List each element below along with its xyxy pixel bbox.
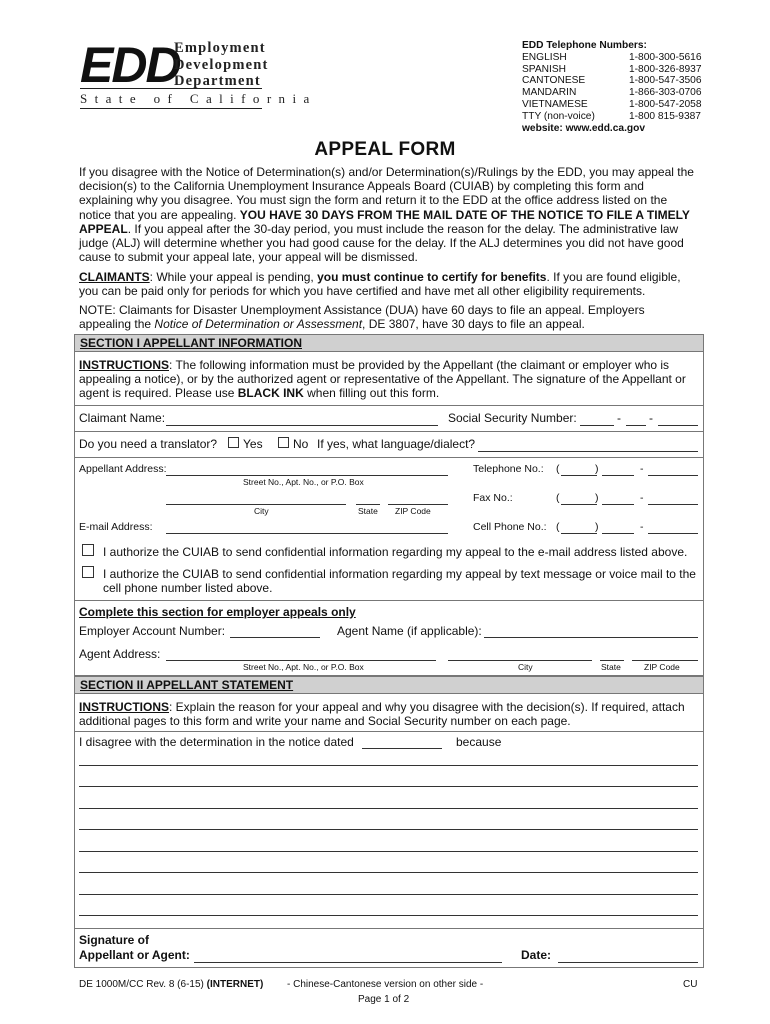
telephone-paren: ) xyxy=(595,463,599,475)
claimant-name-label: Claimant Name: xyxy=(79,411,166,425)
auth-email-checkbox[interactable] xyxy=(82,544,94,556)
page-number: Page 1 of 2 xyxy=(358,994,410,1005)
statement-line[interactable] xyxy=(79,894,698,895)
section-1-title: SECTION I APPELLANT INFORMATION xyxy=(74,334,704,352)
fax-area-input[interactable] xyxy=(561,504,597,505)
agent-address-label: Agent Address: xyxy=(79,647,161,661)
language-question: If yes, what language/dialect? xyxy=(317,437,476,451)
phone-row: ENGLISH 1-800-300-5616 xyxy=(522,51,702,63)
claimant-name-input[interactable] xyxy=(166,425,438,426)
auth-text-label: I authorize the CUIAB to send confidential information regarding my appeal by text message or voice mail to the cell phone number listed above. xyxy=(103,567,696,596)
agent-name-label: Agent Name (if applicable): xyxy=(337,624,482,638)
translator-no-label: No xyxy=(293,437,309,451)
section-2-instructions: INSTRUCTIONS: Explain the reason for your appeal and why you disagree with the decision(s). If required, attach additional pages to this form and write your name and Social Security number on each page. xyxy=(79,700,685,729)
employer-account-label: Employer Account Number: xyxy=(79,624,226,638)
zip-input[interactable] xyxy=(388,504,448,505)
agent-city-hint: City xyxy=(518,662,533,672)
fax-dash: - xyxy=(640,492,644,504)
statement-line[interactable] xyxy=(79,829,698,830)
auth-email-label: I authorize the CUIAB to send confidential information regarding my appeal to the e-mail address listed above. xyxy=(103,545,688,559)
agent-street-hint: Street No., Apt. No., or P.O. Box xyxy=(243,662,364,672)
statement-line[interactable] xyxy=(79,872,698,873)
form-id: DE 1000M/CC Rev. 8 (6-15) (INTERNET) xyxy=(79,979,264,990)
telephone-dash: - xyxy=(640,463,644,475)
translator-no-checkbox[interactable] xyxy=(278,437,289,448)
note-paragraph: NOTE: Claimants for Disaster Unemployment Assistance (DUA) have 60 days to file an appeal. Employers appealing the Notice of Determination or Assessment, DE 3807, have 30 days to file an appeal. xyxy=(79,303,645,332)
divider xyxy=(74,731,704,732)
auth-text-checkbox[interactable] xyxy=(82,566,94,578)
date-label: Date: xyxy=(521,948,552,962)
email-label: E-mail Address: xyxy=(79,521,153,533)
cell-prefix-input[interactable] xyxy=(602,533,634,534)
telephone-paren: ( xyxy=(556,463,560,475)
cell-dash: - xyxy=(640,521,644,533)
logo-rule-bottom xyxy=(80,108,262,109)
phone-row: MANDARIN 1-866-303-0706 xyxy=(522,87,702,99)
telephone-prefix-input[interactable] xyxy=(602,475,634,476)
other-side-note: - Chinese-Cantonese version on other side - xyxy=(287,979,484,990)
claimants-paragraph: CLAIMANTS: While your appeal is pending, you must continue to certify for benefits. If you are found eligible, you can be paid only for periods for which you have certified and have met all other eligibility requirements. xyxy=(79,270,681,299)
agent-zip-input[interactable] xyxy=(632,660,698,661)
ssn-dash: - xyxy=(617,411,621,425)
employer-section-header: Complete this section for employer appeals only xyxy=(79,605,356,619)
statement-line[interactable] xyxy=(79,786,698,787)
telephone-label: Telephone No.: xyxy=(473,463,544,475)
date-input[interactable] xyxy=(558,962,698,963)
telephone-area-input[interactable] xyxy=(561,475,597,476)
fax-prefix-input[interactable] xyxy=(602,504,634,505)
cell-line-input[interactable] xyxy=(648,533,698,534)
street-hint: Street No., Apt. No., or P.O. Box xyxy=(243,477,364,487)
ssn-part-1-input[interactable] xyxy=(580,425,614,426)
ssn-part-2-input[interactable] xyxy=(626,425,646,426)
logo-line-3: Department xyxy=(174,73,261,89)
section-2-title: SECTION II APPELLANT STATEMENT xyxy=(74,676,704,694)
divider xyxy=(74,405,704,406)
agent-name-input[interactable] xyxy=(484,637,698,638)
cell-paren: ( xyxy=(556,521,560,533)
telephone-line-input[interactable] xyxy=(648,475,698,476)
cell-paren: ) xyxy=(595,521,599,533)
divider xyxy=(74,431,704,432)
signature-label-line-2: Appellant or Agent: xyxy=(79,948,190,962)
city-hint: City xyxy=(254,506,269,516)
statement-line[interactable] xyxy=(79,851,698,852)
section-1-instructions: INSTRUCTIONS: The following information must be provided by the Appellant (the claimant or employer who is appealing a notice), or by the authorized agent or representative of the Appellant. The signature of the Appellant or agent is required. Please use BLACK INK when filling out this form. xyxy=(79,358,686,401)
email-input[interactable] xyxy=(166,533,448,534)
agent-state-input[interactable] xyxy=(600,660,624,661)
logo-department-name xyxy=(174,40,269,90)
phone-numbers xyxy=(522,40,702,134)
translator-yes-label: Yes xyxy=(243,437,263,451)
intro-paragraph: If you disagree with the Notice of Determination(s) and/or Determination(s)/Rulings by the EDD, you may appeal the decision(s) to the California Unemployment Insurance Appeals Board (CUIAB) by completing this form and explaining why you disagree. You must sign the form and return it to the EDD at the office address listed on the notice that you are appealing. YOU HAVE 30 DAYS FROM THE MAIL DATE OF THE NOTICE TO FILE A TIMELY APPEAL. If you appeal after the 30-day period, you must include the reason for the delay. The administrative law judge (ALJ) will determine whether you had good cause for the delay. If the ALJ determines you did not have good cause to submit your appeal late, your appeal will be dismissed. xyxy=(79,165,694,265)
website: website: www.edd.ca.gov xyxy=(522,122,646,134)
divider xyxy=(74,928,704,929)
translator-yes-checkbox[interactable] xyxy=(228,437,239,448)
language-code: CU xyxy=(683,979,698,990)
street-input[interactable] xyxy=(166,475,448,476)
signature-input[interactable] xyxy=(194,962,502,963)
state-input[interactable] xyxy=(356,504,380,505)
fax-line-input[interactable] xyxy=(648,504,698,505)
ssn-part-3-input[interactable] xyxy=(658,425,698,426)
appellant-address-label: Appellant Address: xyxy=(79,463,167,475)
fax-paren: ( xyxy=(556,492,560,504)
state-hint: State xyxy=(358,506,378,516)
translator-question: Do you need a translator? xyxy=(79,437,218,451)
cell-label: Cell Phone No.: xyxy=(473,521,547,533)
agent-street-input[interactable] xyxy=(166,660,436,661)
ssn-label: Social Security Number: xyxy=(448,411,577,425)
fax-paren: ) xyxy=(595,492,599,504)
signature-label-line-1: Signature of xyxy=(79,933,150,947)
logo-rule-top xyxy=(80,88,262,89)
agent-state-hint: State xyxy=(601,662,621,672)
logo-state: State of California xyxy=(80,91,317,106)
notice-date-input[interactable] xyxy=(362,748,442,749)
agent-city-input[interactable] xyxy=(448,660,592,661)
ssn-dash: - xyxy=(649,411,653,425)
divider xyxy=(74,457,704,458)
logo-abbr: EDD xyxy=(80,37,180,93)
because-label: because xyxy=(456,735,502,749)
logo-line-1: Employment xyxy=(174,40,266,56)
city-input[interactable] xyxy=(166,504,346,505)
cell-area-input[interactable] xyxy=(561,533,597,534)
employer-account-input[interactable] xyxy=(230,637,320,638)
divider xyxy=(74,600,704,601)
phones-header: EDD Telephone Numbers: xyxy=(522,40,647,51)
statement-line[interactable] xyxy=(79,915,698,916)
agent-zip-hint: ZIP Code xyxy=(644,662,680,672)
form-title: APPEAL FORM xyxy=(314,139,456,160)
disagree-label: I disagree with the determination in the notice dated xyxy=(79,735,354,749)
language-input[interactable] xyxy=(478,451,698,452)
zip-hint: ZIP Code xyxy=(395,506,431,516)
statement-line[interactable] xyxy=(79,808,698,809)
phone-row: CANTONESE 1-800-547-3506 xyxy=(522,75,702,87)
phone-row: SPANISH 1-800-326-8937 xyxy=(522,63,702,75)
phone-row: TTY (non-voice) 1-800 815-9387 xyxy=(522,110,701,122)
statement-line[interactable] xyxy=(79,765,698,766)
phone-row: VIETNAMESE 1-800-547-2058 xyxy=(522,98,702,110)
logo-line-2: Development xyxy=(174,56,269,73)
fax-label: Fax No.: xyxy=(473,492,513,504)
